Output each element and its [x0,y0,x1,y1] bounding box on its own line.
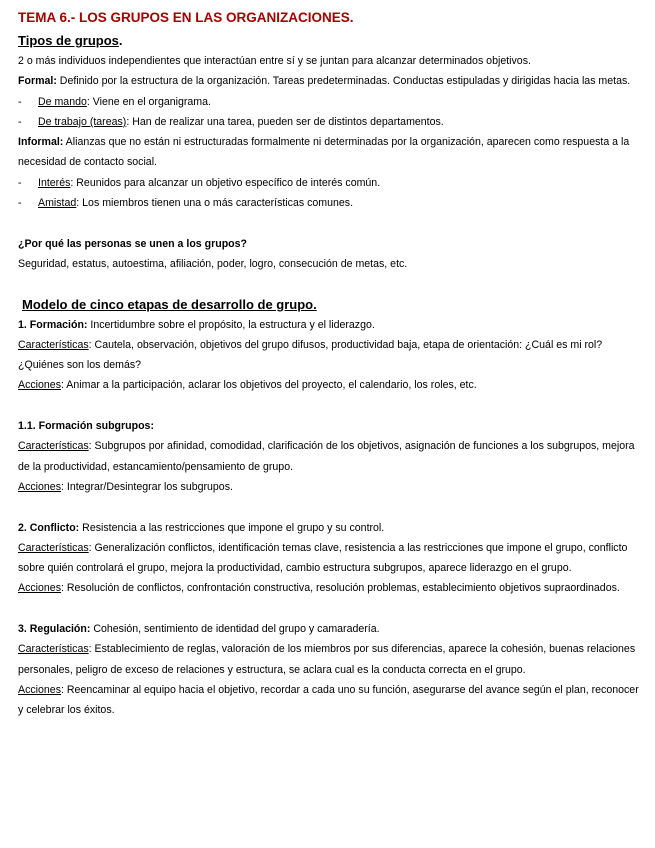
stage-2-desc: Resistencia a las restricciones que impone el grupo y su control. [79,521,385,534]
list-item-interes [18,173,644,193]
interes-label: Interés [38,176,71,189]
informal-label: Informal: [18,136,64,149]
document-title: TEMA 6.- LOS GRUPOS EN LAS ORGANIZACIONES. [18,10,354,25]
caracteristicas-label: Características [18,643,89,656]
acciones-label: Acciones [18,582,61,595]
amistad-label: Amistad [38,197,77,210]
stage-3-car-text: : Establecimiento de reglas, valoración de los miembros por sus diferencias, aparece la cohesión, buenas relaciones personales, peligro de exceso de relaciones y estructura, se aclara cual es la conducta correcta en el grupo. [18,643,636,676]
heading-tipos-text: Tipos de grupos [18,33,119,48]
list-dash: - [18,176,22,189]
mando-text: : Viene en el organigrama. [86,95,211,108]
caracteristicas-label: Características [18,440,89,453]
stage-1-1-title [18,416,644,436]
spacer [18,213,644,233]
stage-3-title [18,619,644,639]
informal-text: Alianzas que no están ni estructuradas formalmente ni determinadas por la organización, aparecen como respuesta a la necesidad de contacto social. [18,136,630,169]
formal-text: Definido por la estructura de la organización. Tareas predeterminadas. Conductas estipuladas y dirigidas hacia las metas. [56,75,631,88]
stage-2-acc-text: : Resolución de conflictos, confrontación constructiva, resolución problemas, establecimiento objetivos supraordinados. [61,582,620,595]
list-dash: - [18,115,22,128]
acciones-label: Acciones [18,683,61,696]
list-dash: - [18,95,22,108]
formal-label: Formal: [18,75,57,88]
heading-tipos-period: . [118,33,123,48]
section-heading-modelo: Modelo de cinco etapas de desarrollo de grupo. [22,296,317,312]
stage-2-label: 2. Conflicto: [18,521,80,534]
caracteristicas-label: Características [18,541,89,554]
stage-1-1-acc-text: : Integrar/Desintegrar los subgrupos. [61,480,233,493]
mando-label: De mando [38,95,87,108]
porque-question: ¿Por qué las personas se unen a los grupos? [18,237,247,250]
interes-text: : Reunidos para alcanzar un objetivo específico de interés común. [70,176,381,189]
spacer [18,497,644,517]
stage-1-1-label: 1.1. Formación subgrupos: [18,420,154,433]
list-dash: - [18,197,22,210]
spacer [18,599,644,619]
stage-2-acciones [18,578,644,598]
stage-1-car-text: : Cautela, observación, objetivos del grupo difusos, productividad baja, etapa de orientación: ¿Cuál es mi rol? ¿Quiénes son los demás? [18,338,603,372]
stage-1-desc: Incertidumbre sobre el propósito, la estructura y el liderazgo. [87,318,375,331]
amistad-text: : Los miembros tienen una o más características comunes. [76,197,354,210]
acciones-label: Acciones [18,379,61,392]
formal-paragraph [18,71,644,91]
porque-answer: Seguridad, estatus, autoestima, afiliación, poder, logro, consecución de metas, etc. [18,257,408,270]
trabajo-text: : Han de realizar una tarea, pueden ser de distintos departamentos. [126,115,444,128]
stage-1-label: 1. Formación: [18,318,88,331]
tipos-intro: 2 o más individuos independientes que interactúan entre sí y se juntan para alcanzar determinados objetivos. [18,55,531,67]
stage-3-caracteristicas [18,639,644,680]
stage-3-acciones [18,680,644,721]
list-item-trabajo [18,112,644,132]
stage-2-title [18,518,644,538]
stage-1-acciones [18,375,644,395]
list-item-amistad [18,193,644,213]
stage-1-title [18,315,644,335]
stage-1-acc-text: : Animar a la participación, aclarar los objetivos del proyecto, el calendario, los roles, etc. [61,379,477,392]
trabajo-label: De trabajo (tareas) [38,115,127,128]
stage-3-desc: Cohesión, sentimiento de identidad del grupo y camaradería. [90,623,380,636]
stage-1-1-car-text: : Subgrupos por afinidad, comodidad, clarificación de los objetivos, asignación de funciones a los subgrupos, mejora de la productividad, estancamiento/pensamiento de grupo. [18,440,635,473]
stage-1-1-acciones [18,477,644,497]
document-page [18,8,644,721]
stage-3-acc-text: : Reencaminar al equipo hacia el objetivo, recordar a cada uno su función, asegurarse del avance según el plan, reconocer y celebrar los éxitos. [18,683,639,717]
section-heading-tipos [18,31,644,51]
stage-3-label: 3. Regulación: [18,623,91,636]
stage-2-car-text: : Generalización conflictos, identificación temas clave, resistencia a las restricciones que impone el grupo, conflicto sobre quién controlará el grupo, mejora la productividad, cambio estructura subgrupos, aparece liderazgo en el grupo. [18,541,628,575]
spacer [18,274,644,294]
stage-1-1-caracteristicas [18,436,644,477]
list-item-mando [18,92,644,112]
stage-2-caracteristicas [18,538,644,579]
caracteristicas-label: Características [18,338,89,351]
informal-paragraph [18,132,644,173]
acciones-label: Acciones [18,480,61,493]
stage-1-caracteristicas [18,335,644,376]
spacer [18,396,644,416]
